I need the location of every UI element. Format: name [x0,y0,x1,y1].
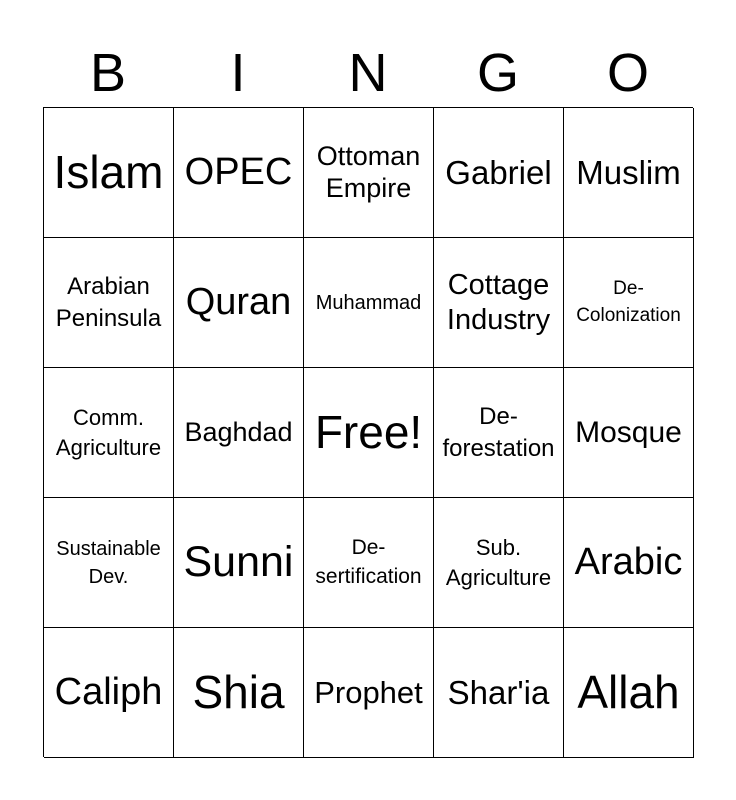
bingo-cell-r3c5[interactable]: Mosque [564,368,694,498]
bingo-cell-r2c1[interactable]: Arabian Peninsula [44,238,174,368]
bingo-cell-r4c4[interactable]: Sub. Agriculture [434,498,564,628]
bingo-cell-r4c1[interactable]: Sustainable Dev. [44,498,174,628]
bingo-cell-r3c2[interactable]: Baghdad [174,368,304,498]
bingo-board [43,107,693,757]
bingo-cell-r3c4[interactable]: De- forestation [434,368,564,498]
bingo-cell-r2c2[interactable]: Quran [174,238,304,368]
bingo-cell-r5c2[interactable]: Shia [174,628,304,758]
bingo-cell-r3c1[interactable]: Comm. Agriculture [44,368,174,498]
bingo-cell-r1c2[interactable]: OPEC [174,108,304,238]
header-letter-g: G [476,43,519,103]
bingo-cell-r5c5[interactable]: Allah [564,628,694,758]
bingo-cell-r2c5[interactable]: De- Colonization [564,238,694,368]
header-letter-b: B [89,43,127,103]
bingo-cell-r5c3[interactable]: Prophet [304,628,434,758]
bingo-header [43,40,693,106]
bingo-cell-r1c5[interactable]: Muslim [564,108,694,238]
header-letter-o: O [606,43,649,103]
bingo-cell-r1c3[interactable]: Ottoman Empire [304,108,434,238]
bingo-cell-r5c4[interactable]: Shar'ia [434,628,564,758]
bingo-cell-r1c4[interactable]: Gabriel [434,108,564,238]
bingo-cell-r5c1[interactable]: Caliph [44,628,174,758]
header-letter-n: N [348,43,388,103]
bingo-cell-r4c3[interactable]: De- sertification [304,498,434,628]
header-letter-i: I [230,43,246,103]
bingo-cell-free[interactable]: Free! [304,368,434,498]
bingo-cell-r1c1[interactable]: Islam [44,108,174,238]
bingo-cell-r2c3[interactable]: Muhammad [304,238,434,368]
bingo-cell-r2c4[interactable]: Cottage Industry [434,238,564,368]
bingo-cell-r4c2[interactable]: Sunni [174,498,304,628]
bingo-cell-r4c5[interactable]: Arabic [564,498,694,628]
